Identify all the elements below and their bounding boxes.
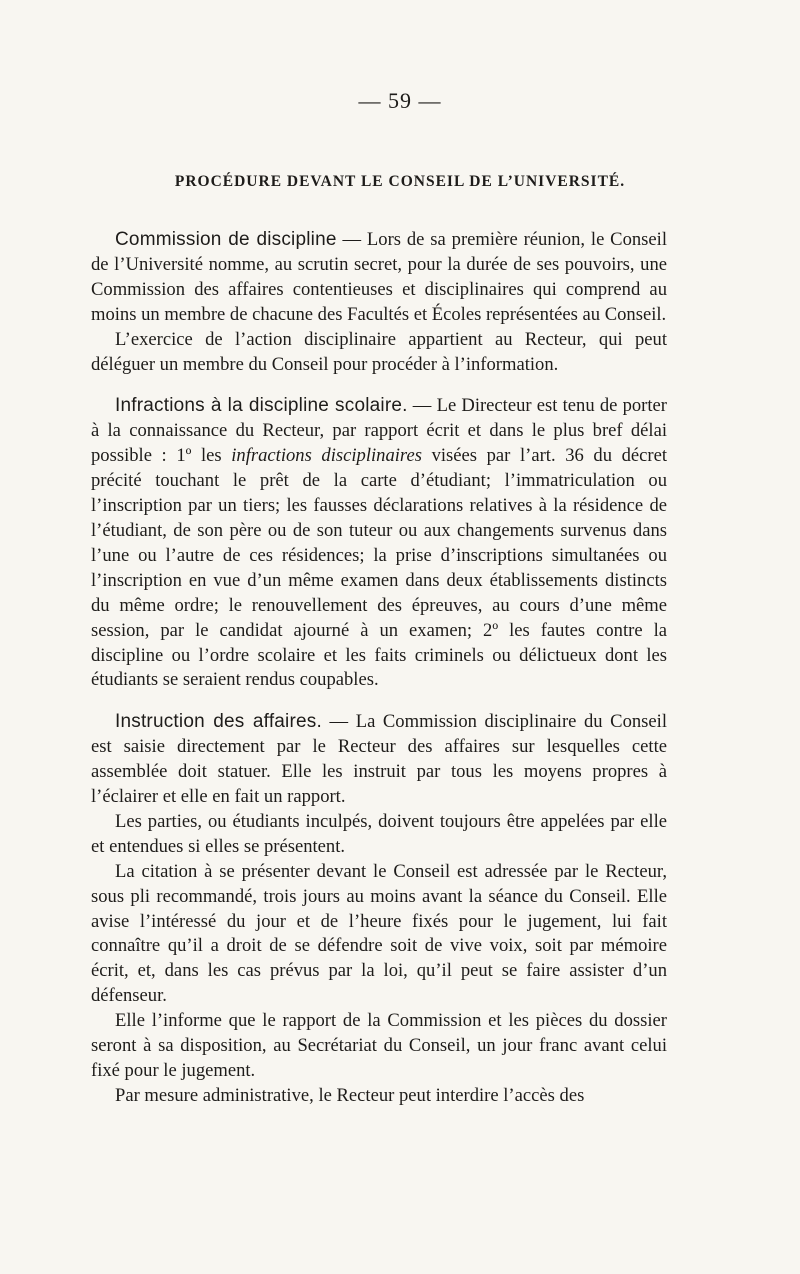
paragraph-instruction-5 — [91, 1084, 667, 1109]
paragraph-instruction-3 — [91, 860, 667, 1009]
page-body — [91, 228, 667, 1109]
paragraph-instruction-1 — [91, 710, 667, 810]
paragraph-text: — La Commission disciplinaire du Conseil est saisie directement par le Recteur des affaires sur lesquelles cette assemblée doit statuer. Elle les instruit par tous les moyens propres à l’éclairer et elle en fait un rapport. — [91, 711, 667, 808]
paragraph-text: — Lors de sa première réunion, le Conseil de l’Université nomme, au scrutin secret, pour la durée de ses pouvoirs, une Commission des affaires contentieuses et disciplinaires qui comprend au moins un membre de chacune des Facultés et Écoles représentées au Conseil. — [91, 229, 667, 325]
section-heading-commission: Commission de discipline — [115, 229, 337, 250]
paragraph-text: Elle l’informe que le rapport de la Commission et les pièces du dossier seront à sa disposition, au Secrétariat du Conseil, un jour franc avant celui fixé pour le jugement. — [91, 1010, 667, 1081]
paragraph-text: Par mesure administrative, le Recteur peut interdire l’accès des — [115, 1084, 585, 1106]
paragraph-commission-2 — [91, 328, 667, 378]
paragraph-text: La citation à se présenter devant le Conseil est adressée par le Recteur, sous pli recommandé, trois jours au moins avant la séance du Conseil. Elle avise l’intéressé du jour et de l’heure fixés pour le jugement, lui fait connaître qu’il a droit de se défendre soit de vive voix, soit par mémoire écrit, et, dans les cas prévus par la loi, qu’il peut se faire assister d’un défenseur. — [91, 860, 667, 1007]
page-number: — 59 — — [358, 88, 442, 113]
page-title: PROCÉDURE DEVANT LE CONSEIL DE L’UNIVERSITÉ. — [174, 173, 626, 190]
paragraph-infractions-1 — [91, 394, 667, 693]
paragraph-instruction-4 — [91, 1009, 667, 1084]
paragraph-commission-1 — [91, 228, 667, 328]
paragraph-instruction-2 — [91, 810, 667, 860]
paragraph-text: visées par l’art. 36 du décret précité touchant le prêt de la carte d’étudiant; l’immatriculation ou l’inscription par un tiers; les fausses déclarations relatives à la résidence de l’étudiant, de son père ou de son tuteur ou aux changements survenus dans l’une ou l’autre de ces résidences; la prise d’inscriptions simultanées ou l’inscription en vue d’un même examen dans deux établissements distincts du même ordre; le renouvellement des épreuves, au cours d’une même session, par le candidat ajourné à un examen; 2º les fautes contre la discipline ou l’ordre scolaire et les faits criminels ou délictueux dont les étudiants se seraient rendus coupables. — [91, 445, 668, 691]
italic-term: infractions disciplinaires — [231, 445, 422, 467]
paragraph-text: L’exercice de l’action disciplinaire appartient au Recteur, qui peut déléguer un membre du Conseil pour procéder à l’information. — [91, 328, 667, 375]
paragraph-text: — Le Directeur est tenu de porter à la connaissance du Recteur, par rapport écrit et dans le plus bref délai possible : 1º les — [91, 395, 667, 467]
section-heading-infractions: Infractions à la discipline scolaire. — [115, 395, 408, 417]
section-heading-instruction: Instruction des affaires. — [115, 711, 322, 733]
paragraph-text: Les parties, ou étudiants inculpés, doivent toujours être appelées par elle et entendues si elles se présentent. — [91, 810, 667, 857]
